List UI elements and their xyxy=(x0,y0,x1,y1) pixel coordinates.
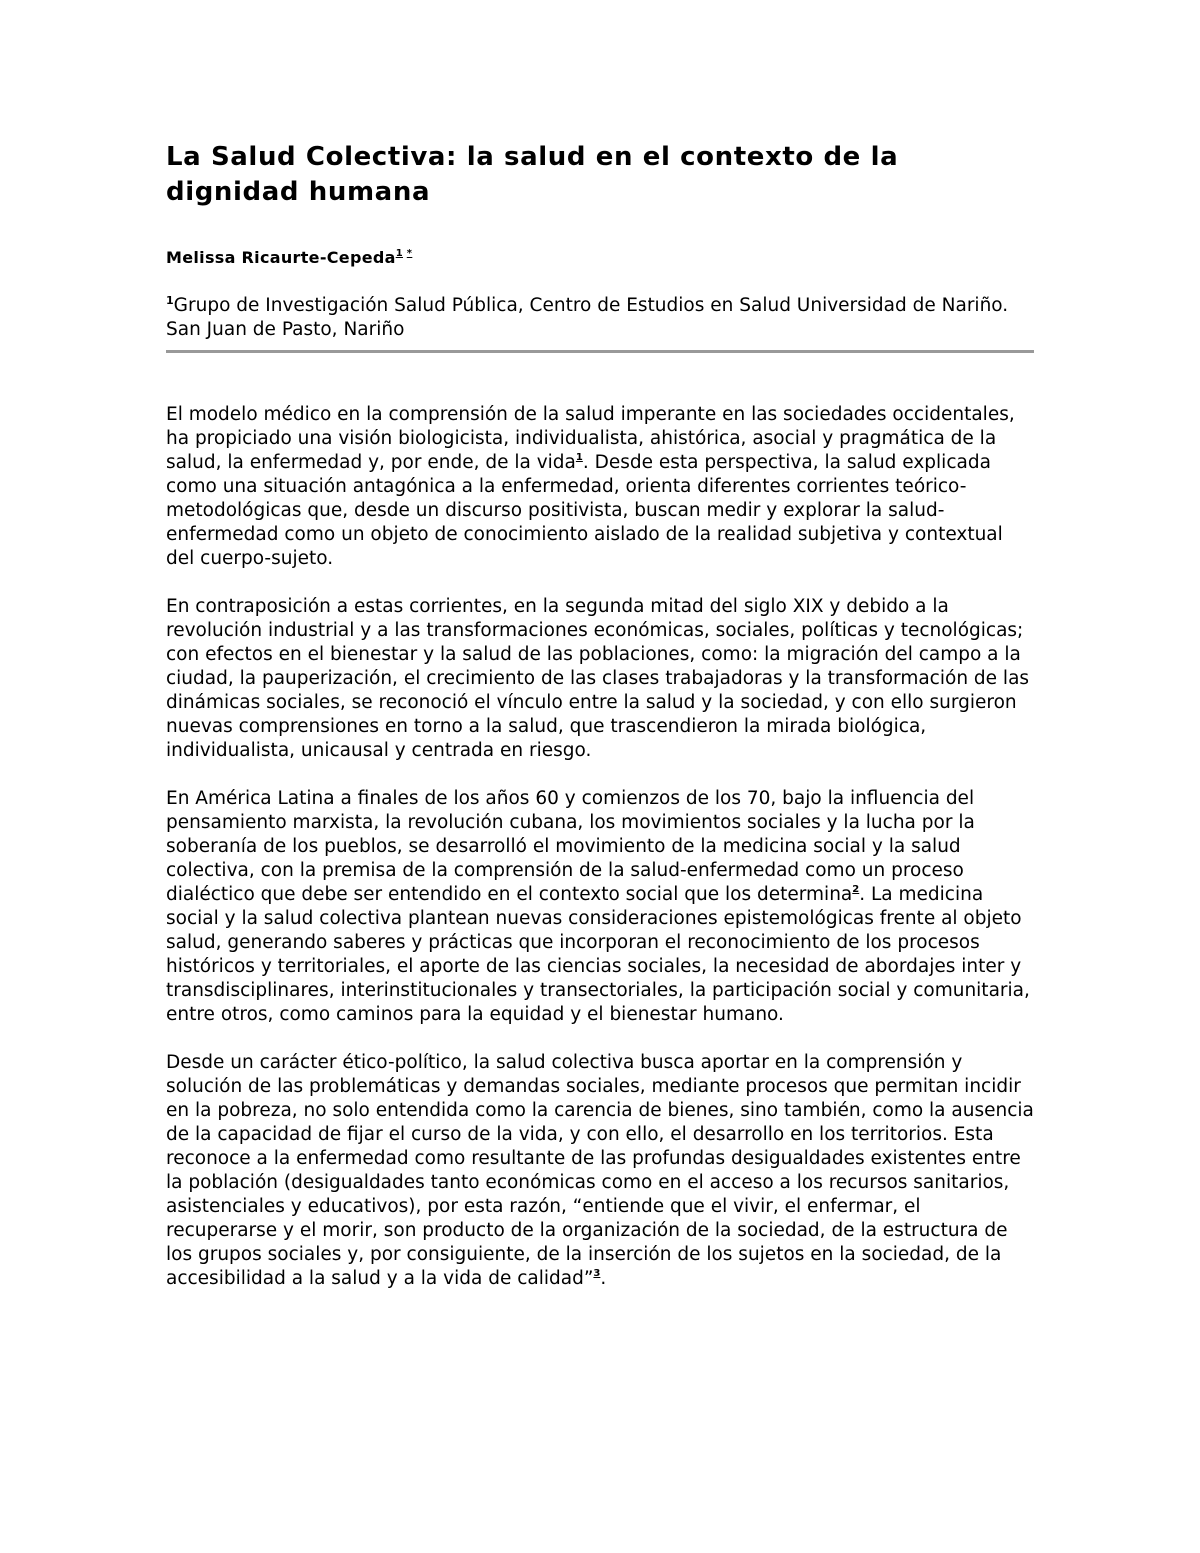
reference-link[interactable]: 1 xyxy=(575,452,583,463)
author-affiliation-marks xyxy=(396,248,413,259)
affiliation-text: Grupo de Investigación Salud Pública, Centro de Estudios en Salud Universidad de Nariño. San Juan de Pasto, Nariño xyxy=(166,295,1009,340)
author-affiliation-link[interactable]: 1 xyxy=(395,248,403,259)
paragraph-text: . Desde esta perspectiva, la salud explicada como una situación antagónica a la enfermedad, orienta diferentes corrientes teórico-metodológicas que, desde un discurso positivista, buscan medir y explorar la salud-enfermedad como un objeto de conocimiento aislado de la realidad subjetiva y contextual del cuerpo-sujeto. xyxy=(166,452,1003,569)
paragraph-text: Desde un carácter ético-político, la salud colectiva busca aportar en la comprensión y solución de las problemáticas y demandas sociales, mediante procesos que permitan incidir en la pobreza, no solo entendida como la carencia de bienes, sino también, como la ausencia de la capacidad de fijar el curso de la vida, y con ello, el desarrollo en los territorios. Esta reconoce a la enfermedad como resultante de las profundas desigualdades existentes entre la población (desigualdades tanto económicas como en el acceso a los recursos sanitarios, asistenciales y educativos), por esta razón, “entiende que el vivir, el enfermar, el recuperarse y el morir, son producto de la organización de la sociedad, de la estructura de los grupos sociales y, por consiguiente, de la inserción de los sujetos en la sociedad, de la accesibilidad a la salud y a la vida de calidad” xyxy=(166,1052,1034,1289)
reference-link[interactable]: 2 xyxy=(852,884,860,895)
paragraph-text: En contraposición a estas corrientes, en la segunda mitad del siglo XIX y debido a la revolución industrial y a las transformaciones económicas, sociales, políticas y tecnológicas; con efectos en el bienestar y la salud de las poblaciones, como: la migración del campo a la ciudad, la pauperización, el crecimiento de las clases trabajadoras y la transformación de las dinámicas sociales, se reconoció el vínculo entre la salud y la sociedad, y con ello surgieron nuevas comprensiones en torno a la salud, que trascendieron la mirada biológica, individualista, unicausal y centrada en riesgo. xyxy=(166,596,1030,761)
paragraph-text: En América Latina a finales de los años 60 y comienzos de los 70, bajo la influencia del pensamiento marxista, la revolución cubana, los movimientos sociales y la lucha por la soberanía de los pueblos, se desarrolló el movimiento de la medicina social y la salud colectiva, con la premisa de la comprensión de la salud-enfermedad como un proceso dialéctico que debe ser entendido en el contexto social que los determina xyxy=(166,788,975,905)
author-line xyxy=(166,248,1034,268)
author-correspondence-link[interactable]: * xyxy=(406,248,413,259)
paragraph xyxy=(166,403,1034,571)
article-title: La Salud Colectiva: la salud en el contexto de la dignidad humana xyxy=(166,142,899,207)
affiliation-block xyxy=(166,294,1034,353)
affiliation-mark: 1 xyxy=(166,294,174,307)
reference-link[interactable]: 3 xyxy=(593,1268,601,1279)
paragraph xyxy=(166,1051,1034,1291)
paragraph-text: El modelo médico en la comprensión de la salud imperante en las sociedades occidentales, ha propiciado una visión biologicista, individualista, ahistórica, asocial y pragmática de la salud, la enfermedad y, por ende, de la vida xyxy=(166,404,1015,473)
document-page xyxy=(166,140,1034,1315)
paragraph xyxy=(166,787,1034,1027)
paragraph xyxy=(166,595,1034,763)
paragraph-text: . xyxy=(600,1268,607,1289)
paragraph-text: . La medicina social y la salud colectiva plantean nuevas consideraciones epistemológicas frente al objeto salud, generando saberes y prácticas que incorporan el reconocimiento de los procesos históricos y territoriales, el aporte de las ciencias sociales, la necesidad de abordajes inter y transdisciplinares, interinstitucionales y transectoriales, la participación social y comunitaria, entre otros, como caminos para la equidad y el bienestar humano. xyxy=(166,884,1030,1025)
author-name: Melissa Ricaurte-Cepeda xyxy=(166,248,396,267)
article-body xyxy=(166,403,1034,1291)
